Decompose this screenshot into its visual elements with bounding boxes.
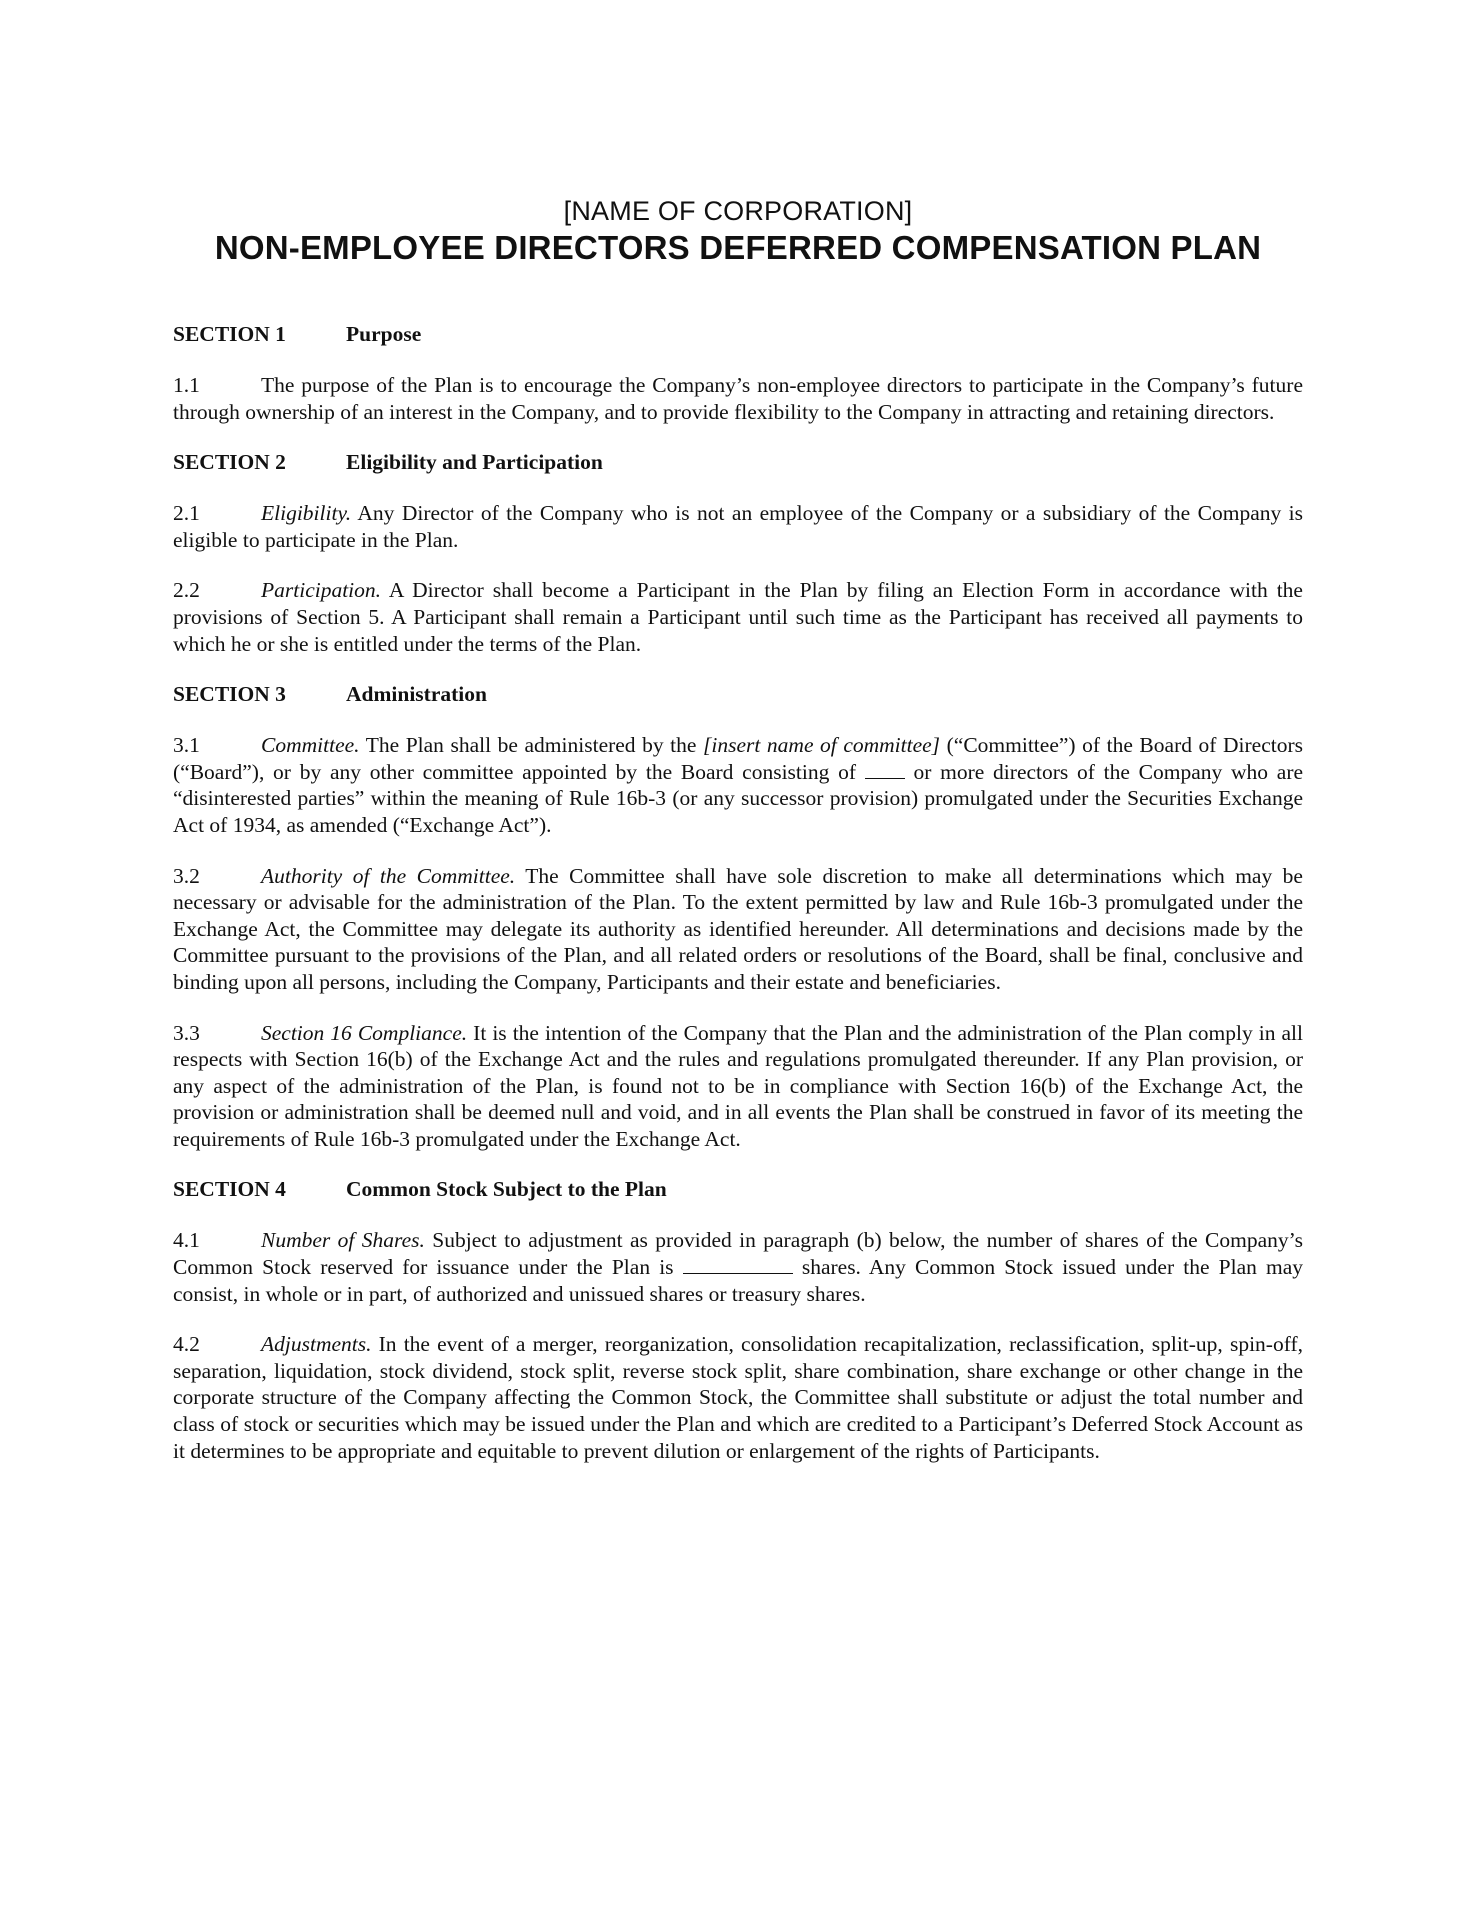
paragraph-text: shares. Any Common Stock issued under the Plan may consist, in whole or in part, of authorized and unissued shares or treasury shares. bbox=[173, 1255, 1304, 1306]
paragraph-1-1 bbox=[173, 372, 1303, 425]
section-heading-3 bbox=[173, 681, 1303, 708]
paragraph-text: It is the intention of the Company that the Plan and the administration of the Plan comply in all respects with Section 16(b) of the Exchange Act and the rules and regulations promulgated thereunder. If any Plan provision, or any aspect of the administration of the Plan, is found not to be in compliance with Section 16(b) of the Exchange Act, the provision or administration shall be deemed null and void, and in all events the Plan shall be construed in favor of its meeting the requirements of Rule 16b-3 promulgated under the Exchange Act. bbox=[173, 1020, 1303, 1151]
section-number: SECTION 2 bbox=[173, 450, 286, 475]
paragraph-text: or more directors of the Company who are “disinterested parties” within the meaning of Rule 16b-3 (or any successor provision) promulgated under the Securities Exchange Act of 1934, as amended (“Exchange Act”). bbox=[173, 759, 1304, 837]
section-title: Purpose bbox=[346, 322, 422, 346]
paragraph-number: 3.1 bbox=[173, 733, 200, 758]
paragraph-4-1 bbox=[173, 1227, 1303, 1307]
section-heading-4 bbox=[173, 1176, 1303, 1203]
section-number: SECTION 4 bbox=[173, 1177, 286, 1202]
paragraph-number: 3.2 bbox=[173, 863, 200, 888]
paragraph-term: Adjustments. bbox=[261, 1332, 372, 1357]
paragraph-3-1 bbox=[173, 732, 1303, 838]
paragraph-number: 3.3 bbox=[173, 1020, 200, 1045]
paragraph-term: Number of Shares. bbox=[261, 1228, 425, 1253]
number-of-shares-blank bbox=[683, 1255, 793, 1274]
paragraph-text: The purpose of the Plan is to encourage the Company’s non-employee directors to participate in the Company’s future through ownership of an interest in the Company, and to provide flexibility to the Company in attracting and retaining directors. bbox=[173, 373, 1303, 424]
section-title: Common Stock Subject to the Plan bbox=[346, 1177, 667, 1202]
title-block bbox=[173, 195, 1303, 269]
paragraph-term: Committee. bbox=[261, 733, 360, 758]
section-title: Administration bbox=[346, 682, 487, 707]
paragraph-number: 4.1 bbox=[173, 1228, 200, 1253]
section-title: Eligibility and Participation bbox=[346, 450, 603, 475]
committee-name-placeholder: [insert name of committee] bbox=[703, 733, 941, 758]
paragraph-number: 2.2 bbox=[173, 578, 200, 603]
paragraph-term: Section 16 Compliance. bbox=[261, 1020, 468, 1045]
paragraph-text: A Director shall become a Participant in the Plan by filing an Election Form in accordance with the provisions of Section 5. A Participant shall remain a Participant until such time as the Participant has received all payments to which he or she is entitled under the terms of the Plan. bbox=[173, 578, 1303, 656]
paragraph-3-3 bbox=[173, 1020, 1303, 1153]
paragraph-4-2 bbox=[173, 1331, 1303, 1464]
document-page bbox=[173, 195, 1303, 1488]
paragraph-term: Eligibility. bbox=[261, 501, 352, 526]
paragraph-2-2 bbox=[173, 577, 1303, 657]
paragraph-2-1 bbox=[173, 500, 1303, 553]
paragraph-text: The Committee shall have sole discretion to make all determinations which may be necessary or advisable for the administration of the Plan. To the extent permitted by law and Rule 16b-3 promulgated under the Exchange Act, the Committee may delegate its authority as identified hereunder. All determinations and decisions made by the Committee pursuant to the provisions of the Plan, and all related orders or resolutions of the Board, shall be final, conclusive and binding upon all persons, including the Company, Participants and their estate and beneficiaries. bbox=[173, 863, 1303, 994]
section-number: SECTION 1 bbox=[173, 322, 286, 346]
paragraph-number: 1.1 bbox=[173, 373, 200, 397]
paragraph-term: Participation. bbox=[261, 578, 382, 603]
paragraph-term: Authority of the Committee. bbox=[261, 863, 516, 888]
corporation-name-placeholder: [NAME OF CORPORATION] bbox=[563, 196, 913, 226]
paragraph-number: 2.1 bbox=[173, 501, 200, 526]
paragraph-text: (“Committee”) of the Board of Directors (“Board”), or by any other committee appointed by the Board consisting of bbox=[173, 733, 1303, 784]
section-number: SECTION 3 bbox=[173, 682, 286, 707]
paragraph-text: Any Director of the Company who is not an employee of the Company or a subsidiary of the Company is eligible to participate in the Plan. bbox=[173, 501, 1303, 552]
paragraph-3-2 bbox=[173, 863, 1303, 996]
number-of-directors-blank bbox=[865, 760, 905, 779]
plan-title: NON-EMPLOYEE DIRECTORS DEFERRED COMPENSATION PLAN bbox=[214, 229, 1262, 266]
paragraph-number: 4.2 bbox=[173, 1332, 200, 1357]
paragraph-text: Subject to adjustment as provided in paragraph (b) below, the number of shares of the Company’s Common Stock reserved for issuance under the Plan is bbox=[173, 1228, 1303, 1280]
paragraph-text: In the event of a merger, reorganization, consolidation recapitalization, reclassification, split-up, spin-off, separation, liquidation, stock dividend, stock split, reverse stock split, share combination, share exchange or other change in the corporate structure of the Company affecting the Common Stock, the Committee shall substitute or adjust the total number and class of stock or securities which may be issued under the Plan and which are credited to a Participant’s Deferred Stock Account as it determines to be appropriate and equitable to prevent dilution or enlargement of the rights of Participants. bbox=[173, 1332, 1304, 1463]
section-heading-1 bbox=[173, 321, 1303, 348]
section-heading-2 bbox=[173, 449, 1303, 476]
paragraph-text: The Plan shall be administered by the bbox=[365, 733, 697, 758]
